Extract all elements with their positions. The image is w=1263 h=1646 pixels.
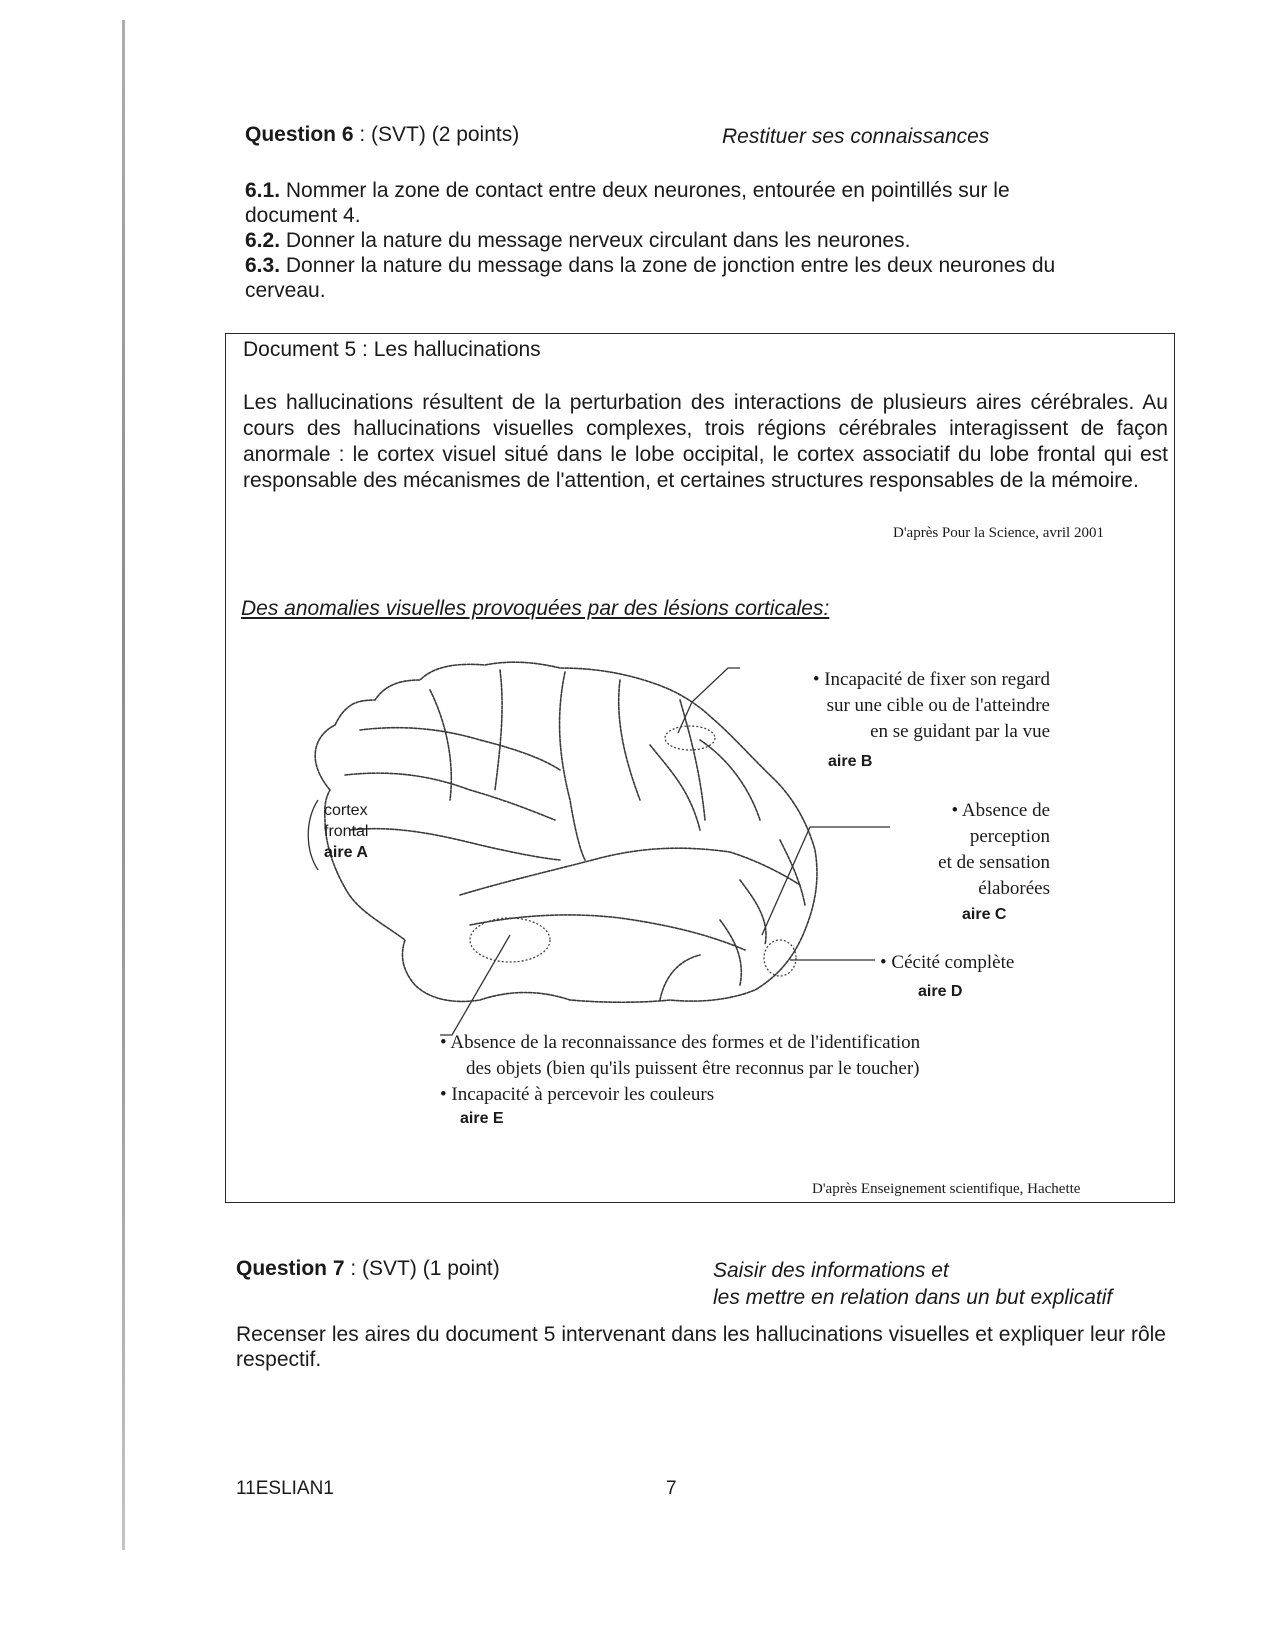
document5-subheading: Des anomalies visuelles provoquées par des lésions corticales: <box>241 597 830 620</box>
aire-c-name: aire C <box>962 906 1007 923</box>
question6-label: Question 6 <box>245 123 354 146</box>
occipital-gyri <box>720 840 805 985</box>
footer-code: 11ESLIAN1 <box>236 1478 334 1499</box>
lateral-fissure <box>460 848 800 895</box>
document5-source-1: D'après Pour la Science, avril 2001 <box>893 525 1104 541</box>
question6-skill: Restituer ses connaissances <box>722 125 990 148</box>
question7-skill-1: Saisir des informations et <box>713 1259 949 1282</box>
aire-a-bracket <box>308 800 318 870</box>
question6-item-3-cont: cerveau. <box>245 279 326 302</box>
aire-a-line2: frontal <box>324 823 369 840</box>
aire-a-label <box>324 800 368 863</box>
aire-e-region <box>470 918 550 962</box>
aire-d-name: aire D <box>918 983 963 1000</box>
aire-e-label: • Absence de la reconnaissance des formes et de l'identification des objets (bien qu'ils puissent être reconnus par le toucher) • Incapacité à percevoir les couleurs <box>440 1032 921 1105</box>
aire-e-name: aire E <box>460 1110 504 1127</box>
brain-stem <box>660 955 700 1000</box>
question7-header <box>236 1257 500 1281</box>
question6-meta: : (SVT) (2 points) <box>353 123 520 146</box>
question7-skill-2: les mettre en relation dans un but explicatif <box>713 1286 1113 1309</box>
document5-source-2: D'après Enseignement scientifique, Hachette <box>812 1181 1081 1197</box>
aire-b-name: aire B <box>828 753 873 770</box>
aire-a-line1: cortex <box>324 802 368 819</box>
central-sulcus <box>560 672 585 860</box>
aire-e-pointer <box>440 935 510 1035</box>
question7-label: Question 7 <box>236 1257 345 1280</box>
page-number: 7 <box>666 1478 677 1499</box>
question6-item-1-cont: document 4. <box>245 204 361 227</box>
parietal-gyri <box>619 680 760 830</box>
aire-d-label: • Cécité complète <box>880 952 1015 973</box>
question7-text: Recenser les aires du document 5 intervenant dans les hallucinations visuelles et expliquer leur rôle respectif. <box>236 1323 1166 1371</box>
temporal-sulcus <box>470 915 745 950</box>
aire-c-label: • Absence de perception et de sensation élaborées <box>938 800 1050 899</box>
question6-item-2: 6.2. Donner la nature du message nerveux circulant dans les neurones. <box>245 229 911 252</box>
question7-meta: : (SVT) (1 point) <box>344 1257 500 1280</box>
document5-title: Document 5 : Les hallucinations <box>243 338 541 361</box>
aire-b-label: • Incapacité de fixer son regard sur une cible ou de l'atteindre en se guidant par la vue <box>812 669 1050 742</box>
question6-item-3: 6.3. Donner la nature du message dans la zone de jonction entre les deux neurones du <box>245 254 1056 277</box>
frontal-gyri <box>345 670 560 860</box>
question6-item-1: 6.1. Nommer la zone de contact entre deux neurones, entourée en pointillés sur le <box>245 179 1010 202</box>
document5-paragraph: Les hallucinations résultent de la perturbation des interactions de plusieurs aires cérébrales. Au cours des hallucinations visuelles complexes, trois régions cérébrales interagissent de façon anormale : le cortex visuel situé dans le lobe occipital, le cortex associatif du lobe frontal qui est responsable des mécanismes de l'attention, et certaines structures responsables de la mémoire. <box>243 391 1168 492</box>
aire-a-name: aire A <box>324 844 368 861</box>
